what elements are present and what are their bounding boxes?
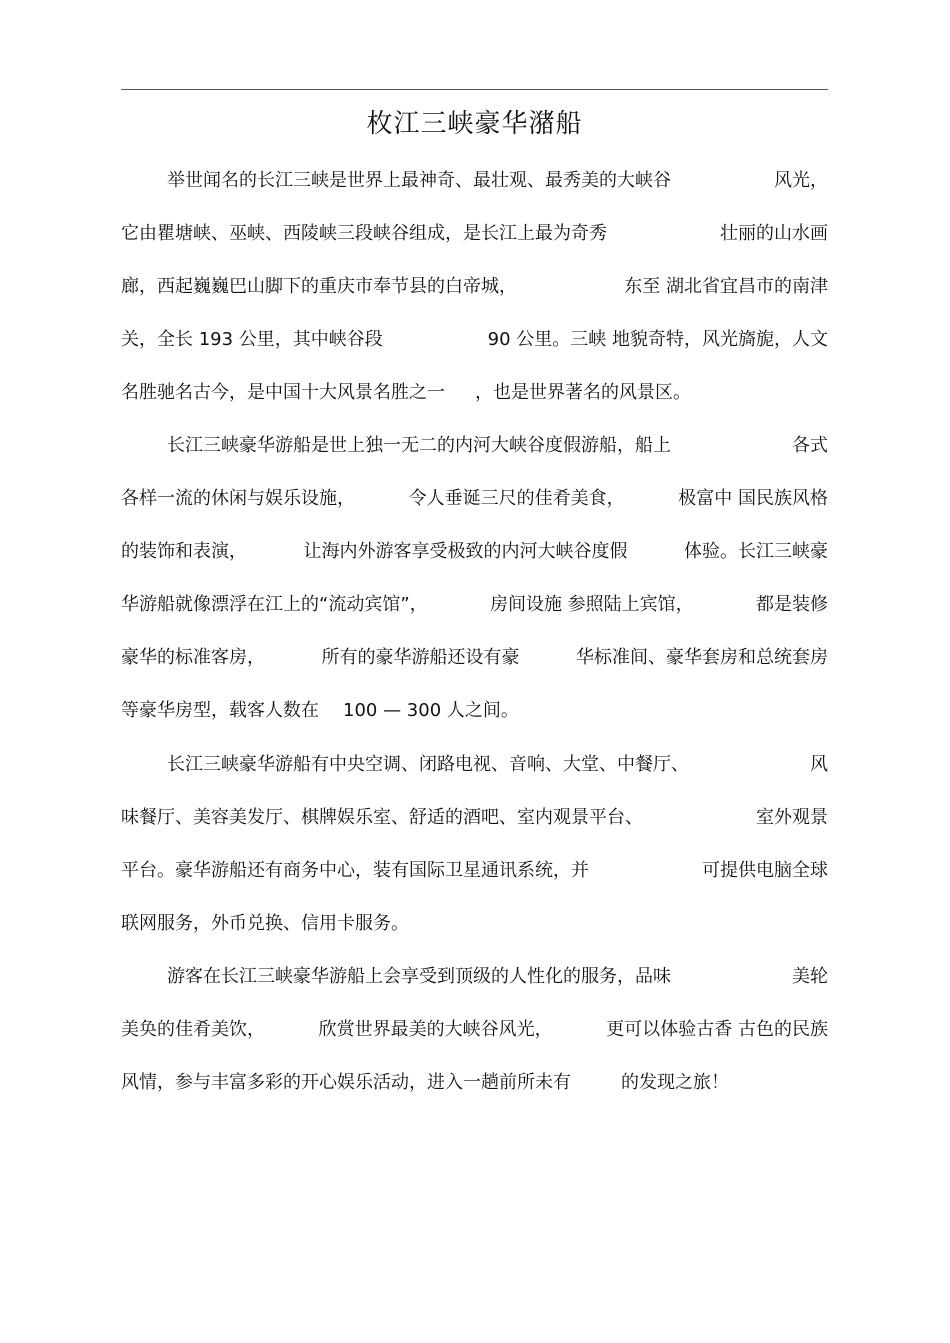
text-segment: 它由瞿塘峡、巫峡、西陵峡三段峡谷组成，是长江上最为奇秀 (121, 223, 607, 244)
text-line (121, 537, 828, 567)
text-segment: 各式 (792, 435, 828, 456)
text-segment: 所有的豪华游船还设有豪 (321, 647, 520, 668)
text-segment: 等豪华房型，载客人数在 (121, 700, 319, 721)
text-line (121, 856, 828, 886)
text-line (167, 431, 828, 461)
text-segment: 美奂的佳肴美饮， (121, 1019, 265, 1040)
text-segment: 都是装修 (755, 594, 828, 615)
text-segment: 长江三峡豪华游船是世上独一无二的内河大峡谷度假游船，船上 (167, 435, 671, 456)
text-segment: 举世闻名的长江三峡是世界上最神奇、最壮观、最秀美的大峡谷 (167, 170, 671, 191)
text-line (121, 643, 828, 673)
text-segment: 的发现之旅！ (621, 1072, 729, 1093)
text-segment: 华游船就像漂浮在江上的“流动宾馆”， (121, 594, 428, 615)
text-segment: 室外观景 (756, 807, 828, 828)
text-segment: 豪华的标准客房， (121, 647, 265, 668)
text-segment: 美轮 (792, 966, 828, 987)
text-segment: 90 公里。三峡 地貌奇特，风光旖旎，人文 (487, 329, 828, 350)
text-segment: 长江三峡豪华游船有中央空调、闭路电视、音响、大堂、中餐厅、 (167, 754, 689, 775)
header-rule (121, 89, 828, 90)
text-segment: 名胜驰名古今，是中国十大风景名胜之一 (121, 382, 445, 403)
text-line (121, 378, 828, 408)
text-segment: 可提供电脑全球 (702, 860, 828, 881)
text-segment: 更可以体验古香 古色的民族 (606, 1019, 828, 1040)
text-line (121, 1015, 828, 1045)
text-segment: 平台。豪华游船还有商务中心，装有国际卫星通讯系统，并 (121, 860, 589, 881)
text-line (121, 1068, 828, 1098)
text-segment: 各样一流的休闲与娱乐设施， (121, 488, 355, 509)
text-segment: 欣赏世界最美的大峡谷风光， (318, 1019, 553, 1040)
text-segment: 风 (810, 754, 828, 775)
text-line (121, 484, 828, 514)
page-title: 枚江三峡豪华潴船 (366, 109, 583, 139)
text-segment: 风情，参与丰富多彩的开心娱乐活动，进入一趟前所未有 (121, 1072, 571, 1093)
text-line (121, 325, 828, 355)
text-segment: 东至 湖北省宜昌市的南津 (624, 276, 828, 297)
text-segment: 壮丽的山水画 (720, 223, 828, 244)
text-segment: 关，全长 193 公里，其中峡谷段 (121, 329, 383, 350)
text-segment: 100 — 300 人之间。 (343, 700, 519, 721)
text-line (121, 590, 828, 620)
text-line (121, 219, 828, 249)
text-segment: 味餐厅、美容美发厅、棋牌娱乐室、舒适的酒吧、室内观景平台、 (121, 807, 643, 828)
text-segment: 华标准间、豪华套房和总统套房 (576, 647, 828, 668)
text-segment: 体验。长江三峡豪 (684, 541, 828, 562)
text-segment: 风光， (774, 170, 828, 191)
text-line (121, 909, 828, 939)
text-segment: 廊，西起巍巍巴山脚下的重庆市奉节县的白帝城， (121, 276, 517, 297)
text-segment: 游客在长江三峡豪华游船上会享受到顶级的人性化的服务，品味 (167, 966, 671, 987)
text-line (167, 962, 828, 992)
text-line (167, 166, 828, 196)
text-segment: 的装饰和表演， (121, 541, 247, 562)
text-segment: ，也是世界著名的风景区。 (475, 382, 691, 403)
text-segment: 极富中 国民族风格 (678, 488, 828, 509)
text-line (121, 272, 828, 302)
text-segment: 令人垂诞三尺的佳肴美食， (408, 488, 625, 509)
text-line (121, 696, 828, 726)
text-segment: 让海内外游客享受极致的内河大峡谷度假 (303, 541, 628, 562)
text-line (121, 803, 828, 833)
text-segment: 联网服务，外币兑换、信用卡服务。 (121, 913, 409, 934)
text-line (167, 750, 828, 780)
text-segment: 房间设施 参照陆上宾馆， (489, 594, 694, 615)
